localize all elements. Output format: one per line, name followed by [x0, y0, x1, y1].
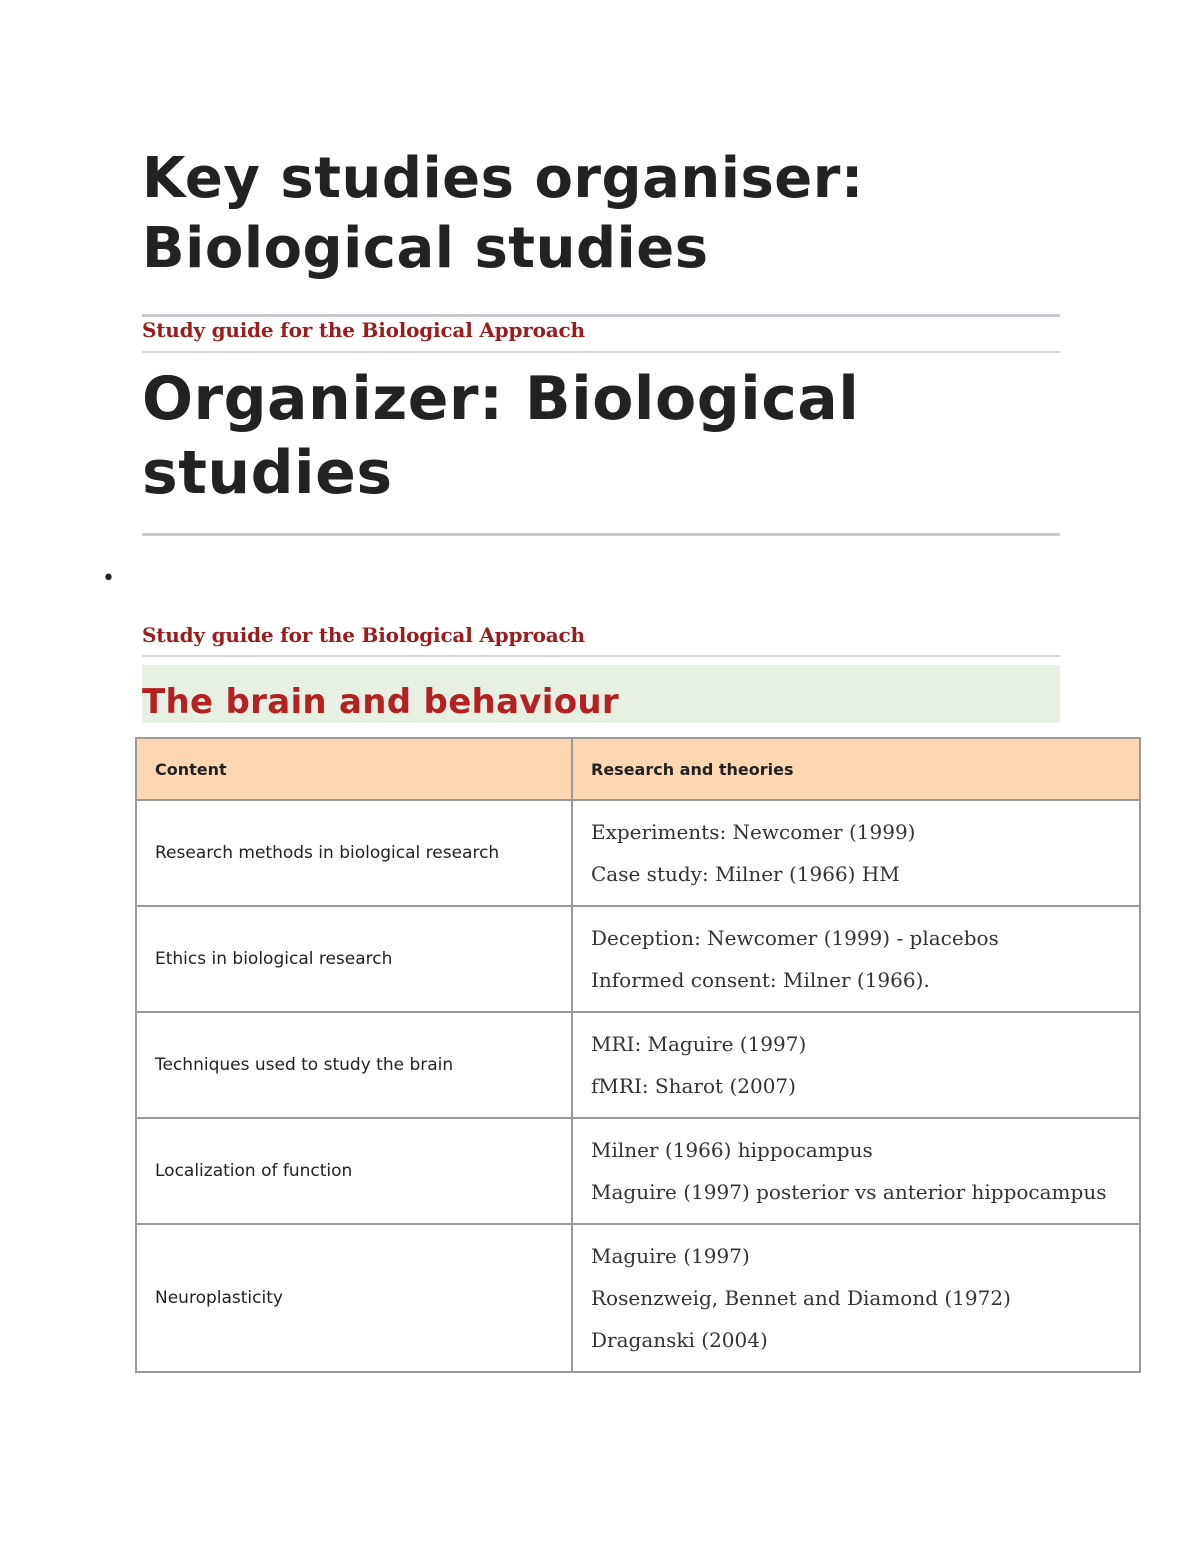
header-research: Research and theories [572, 738, 1140, 800]
content-cell: Localization of function [136, 1118, 572, 1224]
table-row [136, 906, 1140, 1012]
study-guide-subtitle: Study guide for the Biological Approach [142, 318, 585, 342]
divider [142, 351, 1060, 353]
research-line: Maguire (1997) posterior vs anterior hippocampus [591, 1180, 1107, 1204]
research-cell [572, 1118, 1140, 1224]
research-line: Milner (1966) hippocampus [591, 1138, 873, 1162]
research-line: Experiments: Newcomer (1999) [591, 820, 916, 844]
research-cell [572, 906, 1140, 1012]
research-cell [572, 800, 1140, 906]
organizer-heading: Organizer: Biological studies [142, 364, 860, 508]
research-cell [572, 1012, 1140, 1118]
divider [142, 655, 1060, 657]
research-line: Case study: Milner (1966) HM [591, 862, 900, 886]
section-title: The brain and behaviour [142, 682, 619, 722]
document-title: Key studies organiser: Biological studies [142, 146, 864, 281]
study-guide-subtitle-repeat: Study guide for the Biological Approach [142, 623, 585, 647]
research-line: Draganski (2004) [591, 1328, 768, 1352]
table-header-row [136, 738, 1140, 800]
research-cell [572, 1224, 1140, 1372]
bullet-point: • [102, 566, 115, 591]
research-line: Maguire (1997) [591, 1244, 750, 1268]
table-row [136, 1224, 1140, 1372]
table-row [136, 1118, 1140, 1224]
content-cell: Ethics in biological research [136, 906, 572, 1012]
research-line: MRI: Maguire (1997) [591, 1032, 807, 1056]
content-cell: Research methods in biological research [136, 800, 572, 906]
research-line: Deception: Newcomer (1999) - placebos [591, 926, 999, 950]
divider [142, 533, 1060, 536]
studies-table [135, 737, 1141, 1373]
research-line: fMRI: Sharot (2007) [591, 1074, 796, 1098]
research-line: Informed consent: Milner (1966). [591, 968, 930, 992]
content-cell: Techniques used to study the brain [136, 1012, 572, 1118]
table-row [136, 1012, 1140, 1118]
content-cell: Neuroplasticity [136, 1224, 572, 1372]
header-content: Content [136, 738, 572, 800]
research-line: Rosenzweig, Bennet and Diamond (1972) [591, 1286, 1011, 1310]
divider [142, 314, 1060, 317]
table-row [136, 800, 1140, 906]
